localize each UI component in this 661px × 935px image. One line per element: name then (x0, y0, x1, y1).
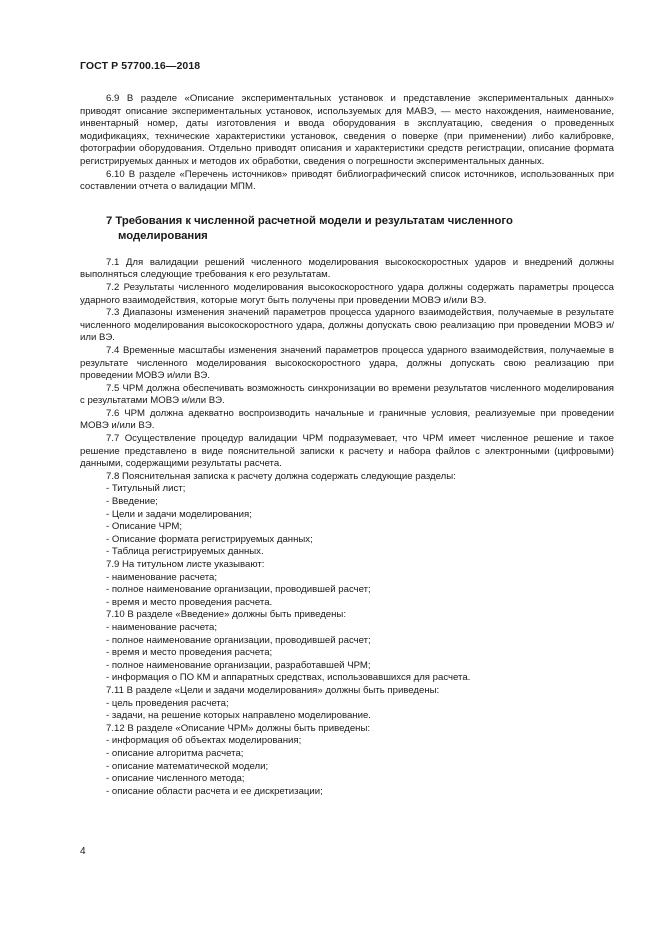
paragraph-7-4: 7.4 Временные масштабы изменения значений параметров процесса ударного взаимодействия, получаемые в результате численного моделирования высокоскоростного удара, должны допускать свою реализацию при проведении МОВЭ и/или ВЭ. (80, 344, 614, 382)
list-item: - описание алгоритма расчета; (106, 747, 244, 759)
section-heading-line-1: 7 Требования к численной расчетной модели и результатам численного (106, 214, 513, 227)
paragraph-7-6: 7.6 ЧРМ должна адекватно воспроизводить начальные и граничные условия, реализуемые при проведении МОВЭ и/или ВЭ. (80, 407, 614, 432)
list-item: - информация о ПО КМ и аппаратных средствах, использовавшихся для расчета. (106, 672, 471, 684)
paragraph-7-7: 7.7 Осуществление процедур валидации ЧРМ подразумевает, что ЧРМ имеет численное решение и такое решение представлено в виде пояснительной записки к расчету и набора файлов с электронными (цифровыми) данными, содержащими результаты расчета. (80, 433, 614, 470)
list-item: - полное наименование организации, проводившей расчет; (106, 634, 371, 646)
paragraph-7-8: 7.8 Пояснительная записка к расчету должна содержать следующие разделы: (106, 470, 456, 482)
list-item: - описание области расчета и ее дискретизации; (106, 785, 323, 797)
list-item: - Титульный лист; (106, 483, 186, 495)
list-item: - задачи, на решение которых направлено моделирование. (106, 710, 371, 722)
list-item: - время и место проведения расчета; (106, 647, 273, 659)
paragraph-7-9: 7.9 На титульном листе указывают: (106, 559, 265, 570)
list-item: - Описание ЧРМ; (106, 521, 183, 533)
list-item: - время и место проведения расчета. (106, 596, 273, 608)
page-number: 4 (80, 846, 86, 857)
paragraph-7-11: 7.11 В разделе «Цели и задачи моделирования» должны быть приведены: (106, 684, 440, 696)
list-item: - информация об объектах моделирования; (106, 735, 302, 747)
list-item: - цель проведения расчета; (106, 697, 229, 709)
paragraph-7-10: 7.10 В разделе «Введение» должны быть приведены: (106, 609, 346, 621)
list-item: - описание математической модели; (106, 760, 269, 772)
list-item: - Введение; (106, 496, 158, 508)
section-heading (80, 214, 614, 244)
list-item: - полное наименование организации, проводившей расчет; (106, 584, 371, 596)
paragraph-7-3: 7.3 Диапазоны изменения значений параметров процесса ударного взаимодействия, получаемые в результате численного моделирования высокоскоростного удара, должны допускать свою реализацию при проведении МОВЭ и/или ВЭ. (80, 307, 614, 344)
list-item: - Цели и задачи моделирования; (106, 508, 252, 520)
list-item: - полное наименование организации, разработавшей ЧРМ; (106, 659, 371, 671)
paragraph-7-2: 7.2 Результаты численного моделирования высокоскоростного удара должны содержать параметры процесса ударного взаимодействия, которые могут быть получены при проведении МОВЭ и/или ВЭ. (80, 281, 614, 306)
section-heading-line-2: моделирования (118, 229, 208, 242)
page-body (80, 93, 614, 798)
document-header: ГОСТ Р 57700.16—2018 (80, 60, 201, 72)
paragraph-6-10: 6.10 В разделе «Перечень источников» приводят библиографический список источников, использованных при составлении отчета о валидации МПМ. (80, 168, 614, 193)
list-item: - Описание формата регистрируемых данных; (106, 533, 313, 545)
list-item: - описание численного метода; (106, 773, 245, 785)
list-item: - Таблица регистрируемых данных. (106, 546, 264, 558)
list-item: - наименование расчета; (106, 571, 218, 583)
paragraph-7-5: 7.5 ЧРМ должна обеспечивать возможность синхронизации во времени результатов численного моделирования с результатами МОВЭ и/или ВЭ. (80, 382, 614, 407)
paragraph-7-12: 7.12 В разделе «Описание ЧРМ» должны быть приведены: (106, 722, 371, 734)
paragraph-7-1: 7.1 Для валидации решений численного моделирования высокоскоростных ударов и внедрений должны выполняться следующие требования к его результатам. (80, 256, 614, 281)
list-item: - наименование расчета; (106, 621, 218, 633)
paragraph-6-9: 6.9 В разделе «Описание экспериментальных установок и представление экспериментальных данных» приводят описание экспериментальных установок, используемых для МАВЭ, — место нахождения, наименование, инвентарный номер, даты изготовления и ввода оборудования в эксплуатацию, сведения о проведенных модификациях, технические характеристики установок, сведения о поверке (при применении) либо калибровке, фотографии оборудования. Отдельно приводят описания и характеристики средств регистрации, описание формата регистрируемых данных и методов их обработки, сведения о погрешности экспериментальных данных. (80, 93, 614, 167)
